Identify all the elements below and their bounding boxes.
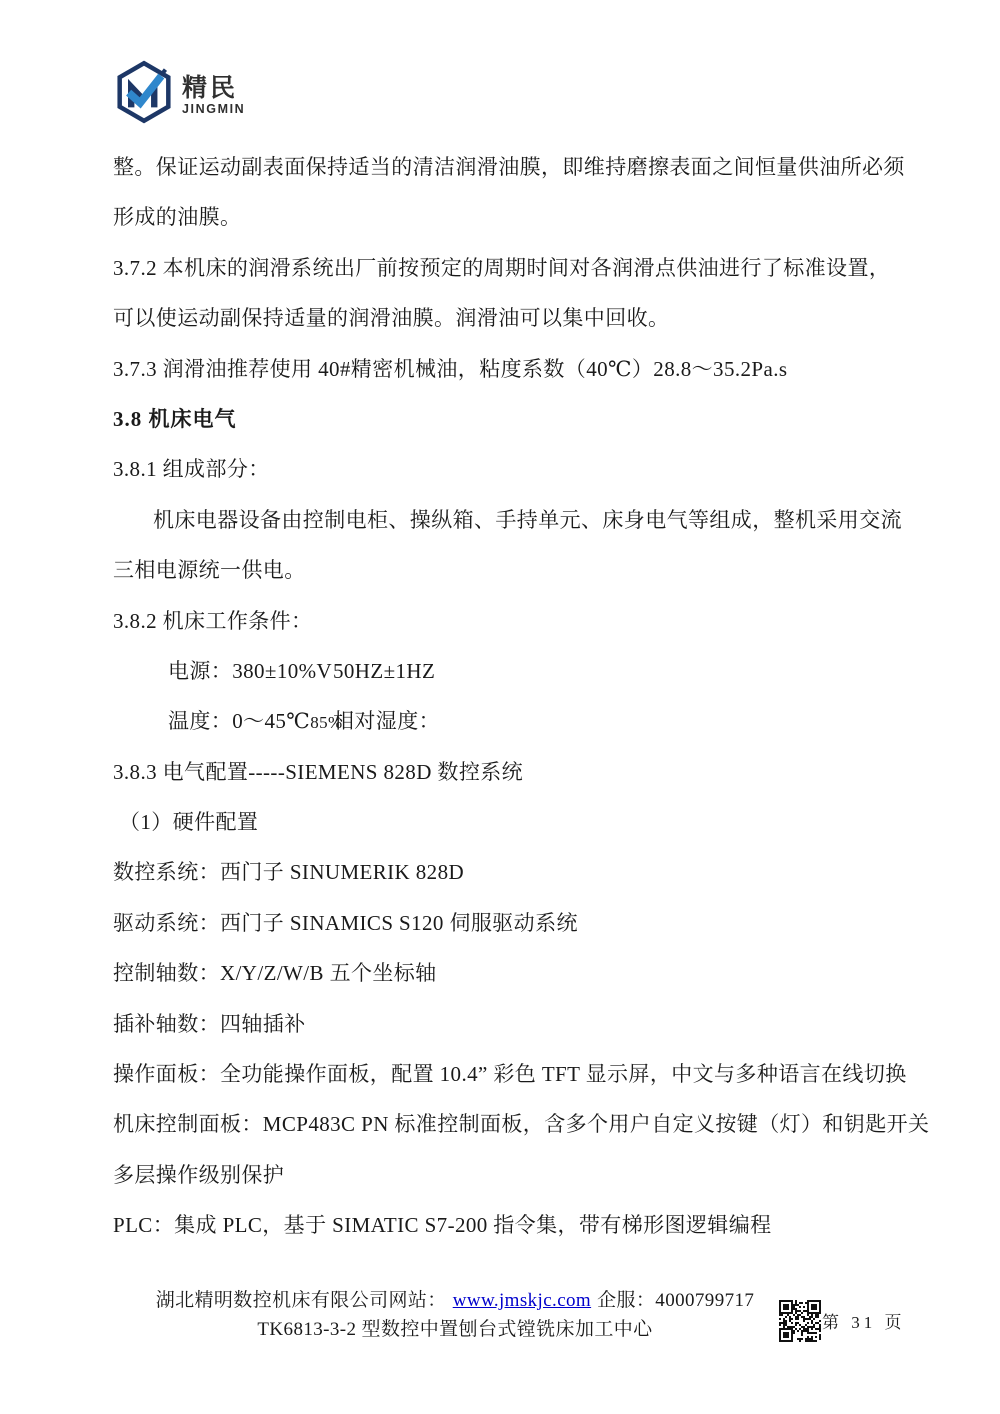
page-number: 第 31 页 (822, 1313, 906, 1332)
doc-line (113, 747, 890, 797)
doc-line-text: 形成的油膜。 (113, 205, 242, 230)
footer-company-website-label: 湖北精明数控机床有限公司网站： (155, 1290, 447, 1311)
footer-website-link[interactable]: www.jmskjc.com (452, 1290, 592, 1311)
logo-brand-cn: 精民 (182, 74, 239, 102)
footer-service-phone: 企服：4000799717 (597, 1290, 755, 1311)
doc-line (113, 545, 890, 595)
doc-line-text: 机床控制面板：MCP483C PN 标准控制面板，含多个用户自定义按键（灯）和钥匙开关 (113, 1112, 930, 1137)
doc-line-text: 相对湿度： (333, 709, 440, 734)
doc-line (113, 444, 890, 494)
doc-line-text: 控制轴数：X/Y/Z/W/B 五个坐标轴 (113, 961, 437, 986)
doc-line-text: 3.8.3 电气配置-----SIEMENS 828D 数控系统 (113, 759, 524, 784)
doc-line (113, 1150, 890, 1200)
doc-line-text: 可以使运动副保持适量的润滑油膜。润滑油可以集中回收。 (113, 306, 670, 331)
doc-line (113, 495, 902, 545)
doc-line (113, 797, 890, 847)
doc-line-text: 机床电器设备由控制电柜、操纵箱、手持单元、床身电气等组成，整机采用交流 (153, 507, 902, 532)
doc-line-text: 3.8 机床电气 (113, 406, 237, 431)
doc-line (113, 1200, 890, 1250)
doc-line-text: 数控系统：西门子 SINUMERIK 828D (113, 860, 465, 885)
doc-line (113, 243, 890, 293)
doc-line (113, 898, 890, 948)
doc-line (113, 999, 890, 1049)
footer-text (115, 1286, 795, 1344)
doc-line-text: 操作面板：全功能操作面板，配置 10.4” 彩色 TFT 显示屏，中文与多种语言在线切换 (113, 1062, 907, 1087)
doc-line (113, 646, 890, 696)
page-footer (0, 1286, 1000, 1366)
doc-line-text: 3.7.2 本机床的润滑系统出厂前按预定的周期时间对各润滑点供油进行了标准设置， (113, 255, 891, 280)
footer-line-company (115, 1286, 795, 1315)
doc-line-text: 85% (310, 713, 343, 733)
doc-line-text: 3.8.2 机床工作条件： (113, 608, 313, 633)
doc-line (113, 394, 890, 444)
doc-line (113, 1099, 930, 1149)
doc-line-text: 插补轴数：四轴插补 (113, 1011, 306, 1036)
hexagon-m-check-logo-icon (112, 60, 176, 124)
doc-line-text: 多层操作级别保护 (113, 1162, 285, 1187)
doc-line-text: 整。保证运动副表面保持适当的清洁润滑油膜，即维持磨擦表面之间恒量供油所必须 (113, 155, 905, 179)
doc-line (113, 142, 905, 192)
doc-line-text: 温度：0～45℃ (168, 709, 311, 734)
doc-line (113, 596, 890, 646)
doc-line (113, 1049, 907, 1099)
footer-machine-model: TK6813-3-2 型数控中置刨台式镗铣床加工中心 (257, 1319, 653, 1340)
doc-line (113, 847, 890, 897)
logo (112, 60, 245, 124)
doc-line-text: 电源：380±10%V (168, 658, 333, 683)
doc-line-text: （1）硬件配置 (119, 810, 259, 835)
doc-line-text: 50HZ±1HZ (333, 658, 436, 683)
doc-line (113, 696, 890, 746)
doc-line-text: 三相电源统一供电。 (113, 558, 306, 583)
logo-brand-en: JINGMIN (182, 102, 246, 116)
doc-line (113, 344, 890, 394)
doc-line (113, 948, 890, 998)
doc-line (113, 293, 890, 343)
doc-line-text: 3.7.3 润滑油推荐使用 40#精密机械油，粘度系数（40℃）28.8～35.2Pa.s (113, 356, 788, 381)
doc-line-text: 驱动系统：西门子 SINAMICS S120 伺服驱动系统 (113, 910, 578, 935)
doc-line-text: 3.8.1 组成部分： (113, 457, 270, 482)
doc-line-text: PLC：集成 PLC，基于 SIMATIC S7-200 指令集，带有梯形图逻辑编程 (113, 1213, 772, 1238)
doc-line (113, 192, 890, 242)
document-body (113, 142, 930, 1251)
qr-code-icon (779, 1300, 821, 1342)
